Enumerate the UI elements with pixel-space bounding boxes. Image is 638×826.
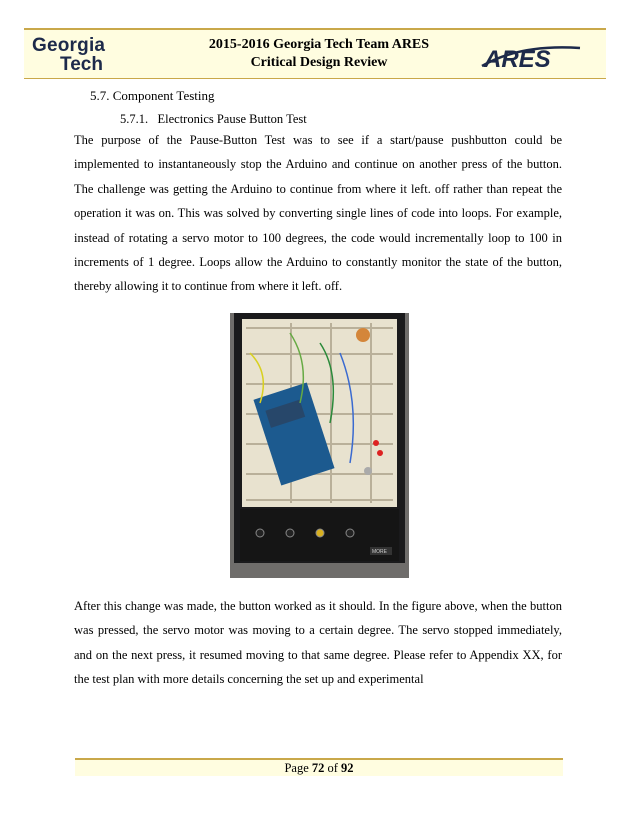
logo-line-tech: Tech [60, 54, 103, 75]
body-paragraph-1: The purpose of the Pause-Button Test was to see if a start/pause pushbutton could be implemented to instantaneously stop the Arduino and continue on another press of the button. The challenge was getting the Arduino to continue from where it left. off rather than repeat the operation it was on. This was solved by converting single lines of code into loops. For example, instead of rotating a servo motor to 100 degrees, the code would incrementally loop to 100 in increments of 1 degree. Loops allow the Arduino to constantly monitor the state of the button, thereby allowing it to continue from where it left. off. [74, 133, 562, 294]
orange-component [356, 328, 370, 342]
breadboard-photo-illustration [230, 313, 409, 578]
header-title-line1: 2015-2016 Georgia Tech Team ARES [208, 37, 430, 52]
subsection-title: Electronics Pause Button Test [157, 112, 307, 126]
section-title: Component Testing [112, 88, 215, 103]
body-paragraph-2: After this change was made, the button worked as it should. In the figure above, when the button was pressed, the servo motor was moving to a certain degree. The servo stopped immediately, and on the next press, it resumed moving to that same degree. Please refer to Appendix XX, for the test plan with more details concerning the set up and experimental [74, 599, 562, 687]
page-header [24, 28, 606, 79]
ares-logo-text: ARES [484, 46, 551, 70]
header-title [174, 36, 464, 72]
subsection-number: 5.7.1. [120, 112, 149, 126]
georgia-tech-logo [32, 36, 132, 74]
footer-page-word: Page [284, 761, 309, 775]
footer-of-word: of [327, 761, 338, 775]
section-number: 5.7. [90, 88, 110, 103]
section-heading [90, 88, 215, 104]
ares-logo [480, 42, 592, 70]
footer-page-number: 72 [311, 761, 325, 775]
breadboard-photo [230, 313, 409, 578]
footer-total-pages: 92 [341, 761, 354, 775]
header-title-line2: Critical Design Review [250, 55, 388, 70]
subsection-heading [120, 112, 307, 127]
panel-label: MORE [372, 549, 387, 555]
logo-line-georgia: Georgia [32, 35, 106, 56]
page-footer [75, 758, 563, 776]
